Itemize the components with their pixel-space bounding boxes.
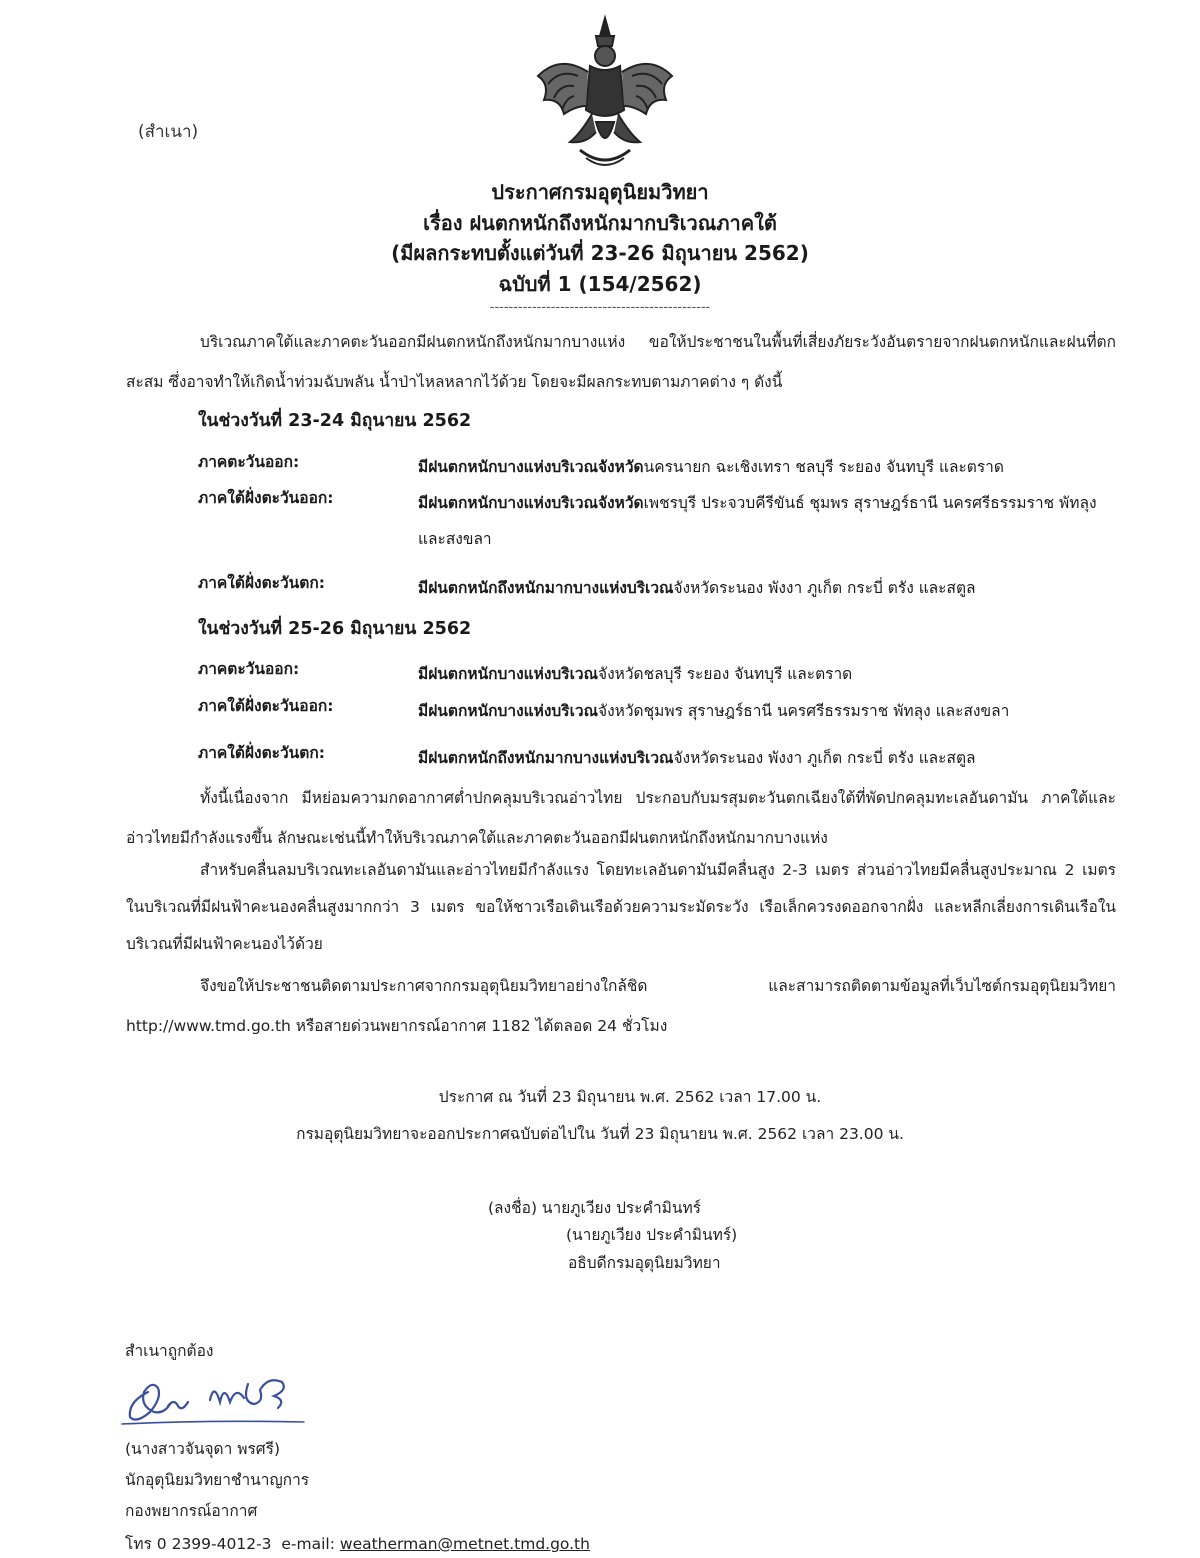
contact-line (125, 1531, 590, 1556)
doc-issue-number: ฉบับที่ 1 (154/2562) (498, 272, 702, 296)
period-1-region-south-east: ภาคใต้ฝั่งตะวันออก: (198, 489, 334, 507)
title-divider: ----------------------------------------------- (489, 300, 711, 315)
email-label: e-mail: (281, 1535, 335, 1553)
period-2-heading: ในช่วงวันที่ 25-26 มิถุนายน 2562 (198, 619, 472, 639)
garuda-emblem-icon (530, 14, 680, 174)
certifier-name: (นางสาวจันจุดา พรศรี) (125, 1440, 280, 1458)
period-1-desc-south-west: มีฝนตกหนักถึงหนักมากบางแห่งบริเวณจังหวัดระนอง พังงา ภูเก็ต กระบี่ ตรัง และสตูล (418, 579, 976, 597)
certified-copy-label: สำเนาถูกต้อง (125, 1342, 214, 1360)
doc-title: ประกาศกรมอุตุนิยมวิทยา (491, 180, 709, 204)
follow-paragraph: จึงขอให้ประชาชนติดตามประกาศจากกรมอุตุนิยมวิทยาอย่างใกล้ชิด และสามารถติดตามข้อมูลที่เว็บไซต์กรมอุตุนิยมวิทยา http://www.tmd.go.th หรือสายด่วนพยากรณ์อากาศ 1182 ได้ตลอด 24 ชั่วโมง (126, 977, 1116, 1035)
doc-subject: เรื่อง ฝนตกหนักถึงหนักมากบริเวณภาคใต้ (423, 211, 777, 235)
signatory-title: อธิบดีกรมอุตุนิยมวิทยา (568, 1254, 721, 1272)
email-link[interactable]: weatherman@metnet.tmd.go.th (339, 1535, 590, 1553)
period-2-desc-east: มีฝนตกหนักบางแห่งบริเวณจังหวัดชลบุรี ระยอง จันทบุรี และตราด (418, 665, 853, 683)
period-1-desc-east: มีฝนตกหนักบางแห่งบริเวณจังหวัดนครนายก ฉะเชิงเทรา ชลบุรี ระยอง จันทบุรี และตราด (418, 458, 1004, 476)
period-1-heading: ในช่วงวันที่ 23-24 มิถุนายน 2562 (198, 411, 472, 431)
period-2-desc-south-east: มีฝนตกหนักบางแห่งบริเวณจังหวัดชุมพร สุราษฎร์ธานี นครศรีธรรมราช พัทลุง และสงขลา (418, 702, 1010, 720)
period-2-region-south-west: ภาคใต้ฝั่งตะวันตก: (198, 744, 325, 762)
period-1-region-south-west: ภาคใต้ฝั่งตะวันตก: (198, 574, 325, 592)
period-2-desc-south-west: มีฝนตกหนักถึงหนักมากบางแห่งบริเวณจังหวัดระนอง พังงา ภูเก็ต กระบี่ ตรัง และสตูล (418, 749, 976, 767)
intro-paragraph: บริเวณภาคใต้และภาคตะวันออกมีฝนตกหนักถึงหนักมากบางแห่ง ขอให้ประชาชนในพื้นที่เสี่ยงภัยระวังอันตรายจากฝนตกหนักและฝนที่ตกสะสม ซึ่งอาจทำให้เกิดน้ำท่วมฉับพลัน น้ำป่าไหลหลากไว้ด้วย โดยจะมีผลกระทบตามภาคต่าง ๆ ดังนี้ (126, 333, 1116, 391)
period-1-region-east: ภาคตะวันออก: (198, 453, 300, 471)
signatory-signed: (ลงชื่อ) นายภูเวียง ประคำมินทร์ (488, 1199, 702, 1217)
cause-paragraph: ทั้งนี้เนื่องจาก มีหย่อมความกดอากาศต่ำปกคลุมบริเวณอ่าวไทย ประกอบกับมรสุมตะวันตกเฉียงใต้ที่พัดปกคลุมทะเลอันดามัน ภาคใต้และอ่าวไทยมีกำลังแรงขึ้น ลักษณะเช่นนี้ทำให้บริเวณภาคใต้และภาคตะวันออกมีฝนตกหนักถึงหนักมากบางแห่ง (126, 789, 1116, 847)
phone-number: โทร 0 2399-4012-3 (125, 1535, 272, 1553)
period-2-region-east: ภาคตะวันออก: (198, 660, 300, 678)
period-2-region-south-east: ภาคใต้ฝั่งตะวันออก: (198, 697, 334, 715)
handwritten-signature-icon (118, 1362, 308, 1432)
next-issue-datetime: กรมอุตุนิยมวิทยาจะออกประกาศฉบับต่อไปใน วันที่ 23 มิถุนายน พ.ศ. 2562 เวลา 23.00 น. (296, 1125, 904, 1143)
period-1-desc-south-east: มีฝนตกหนักบางแห่งบริเวณจังหวัดเพชรบุรี ประจวบคีรีขันธ์ ชุมพร สุราษฎร์ธานี นครศรีธรรมราช พัทลุง และสงขลา (418, 494, 1097, 548)
certifier-position: นักอุตุนิยมวิทยาชำนาญการ (125, 1471, 310, 1489)
issued-datetime: ประกาศ ณ วันที่ 23 มิถุนายน พ.ศ. 2562 เวลา 17.00 น. (438, 1088, 822, 1106)
certifier-division: กองพยากรณ์อากาศ (125, 1502, 258, 1520)
doc-effective-period: (มีผลกระทบตั้งแต่วันที่ 23-26 มิถุนายน 2562) (391, 241, 809, 265)
copy-mark: (สำเนา) (138, 122, 199, 142)
signatory-name: (นายภูเวียง ประคำมินทร์) (566, 1226, 738, 1244)
waves-paragraph: สำหรับคลื่นลมบริเวณทะเลอันดามันและอ่าวไทยมีกำลังแรง โดยทะเลอันดามันมีคลื่นสูง 2-3 เมตร ส่วนอ่าวไทยมีคลื่นสูงประมาณ 2 เมตร ในบริเวณที่มีฝนฟ้าคะนองคลื่นสูงมากกว่า 3 เมตร ขอให้ชาวเรือเดินเรือด้วยความระมัดระวัง เรือเล็กควรงดออกจากฝั่ง และหลีกเลี่ยงการเดินเรือในบริเวณที่มีฝนฟ้าคะนองไว้ด้วย (126, 861, 1116, 953)
